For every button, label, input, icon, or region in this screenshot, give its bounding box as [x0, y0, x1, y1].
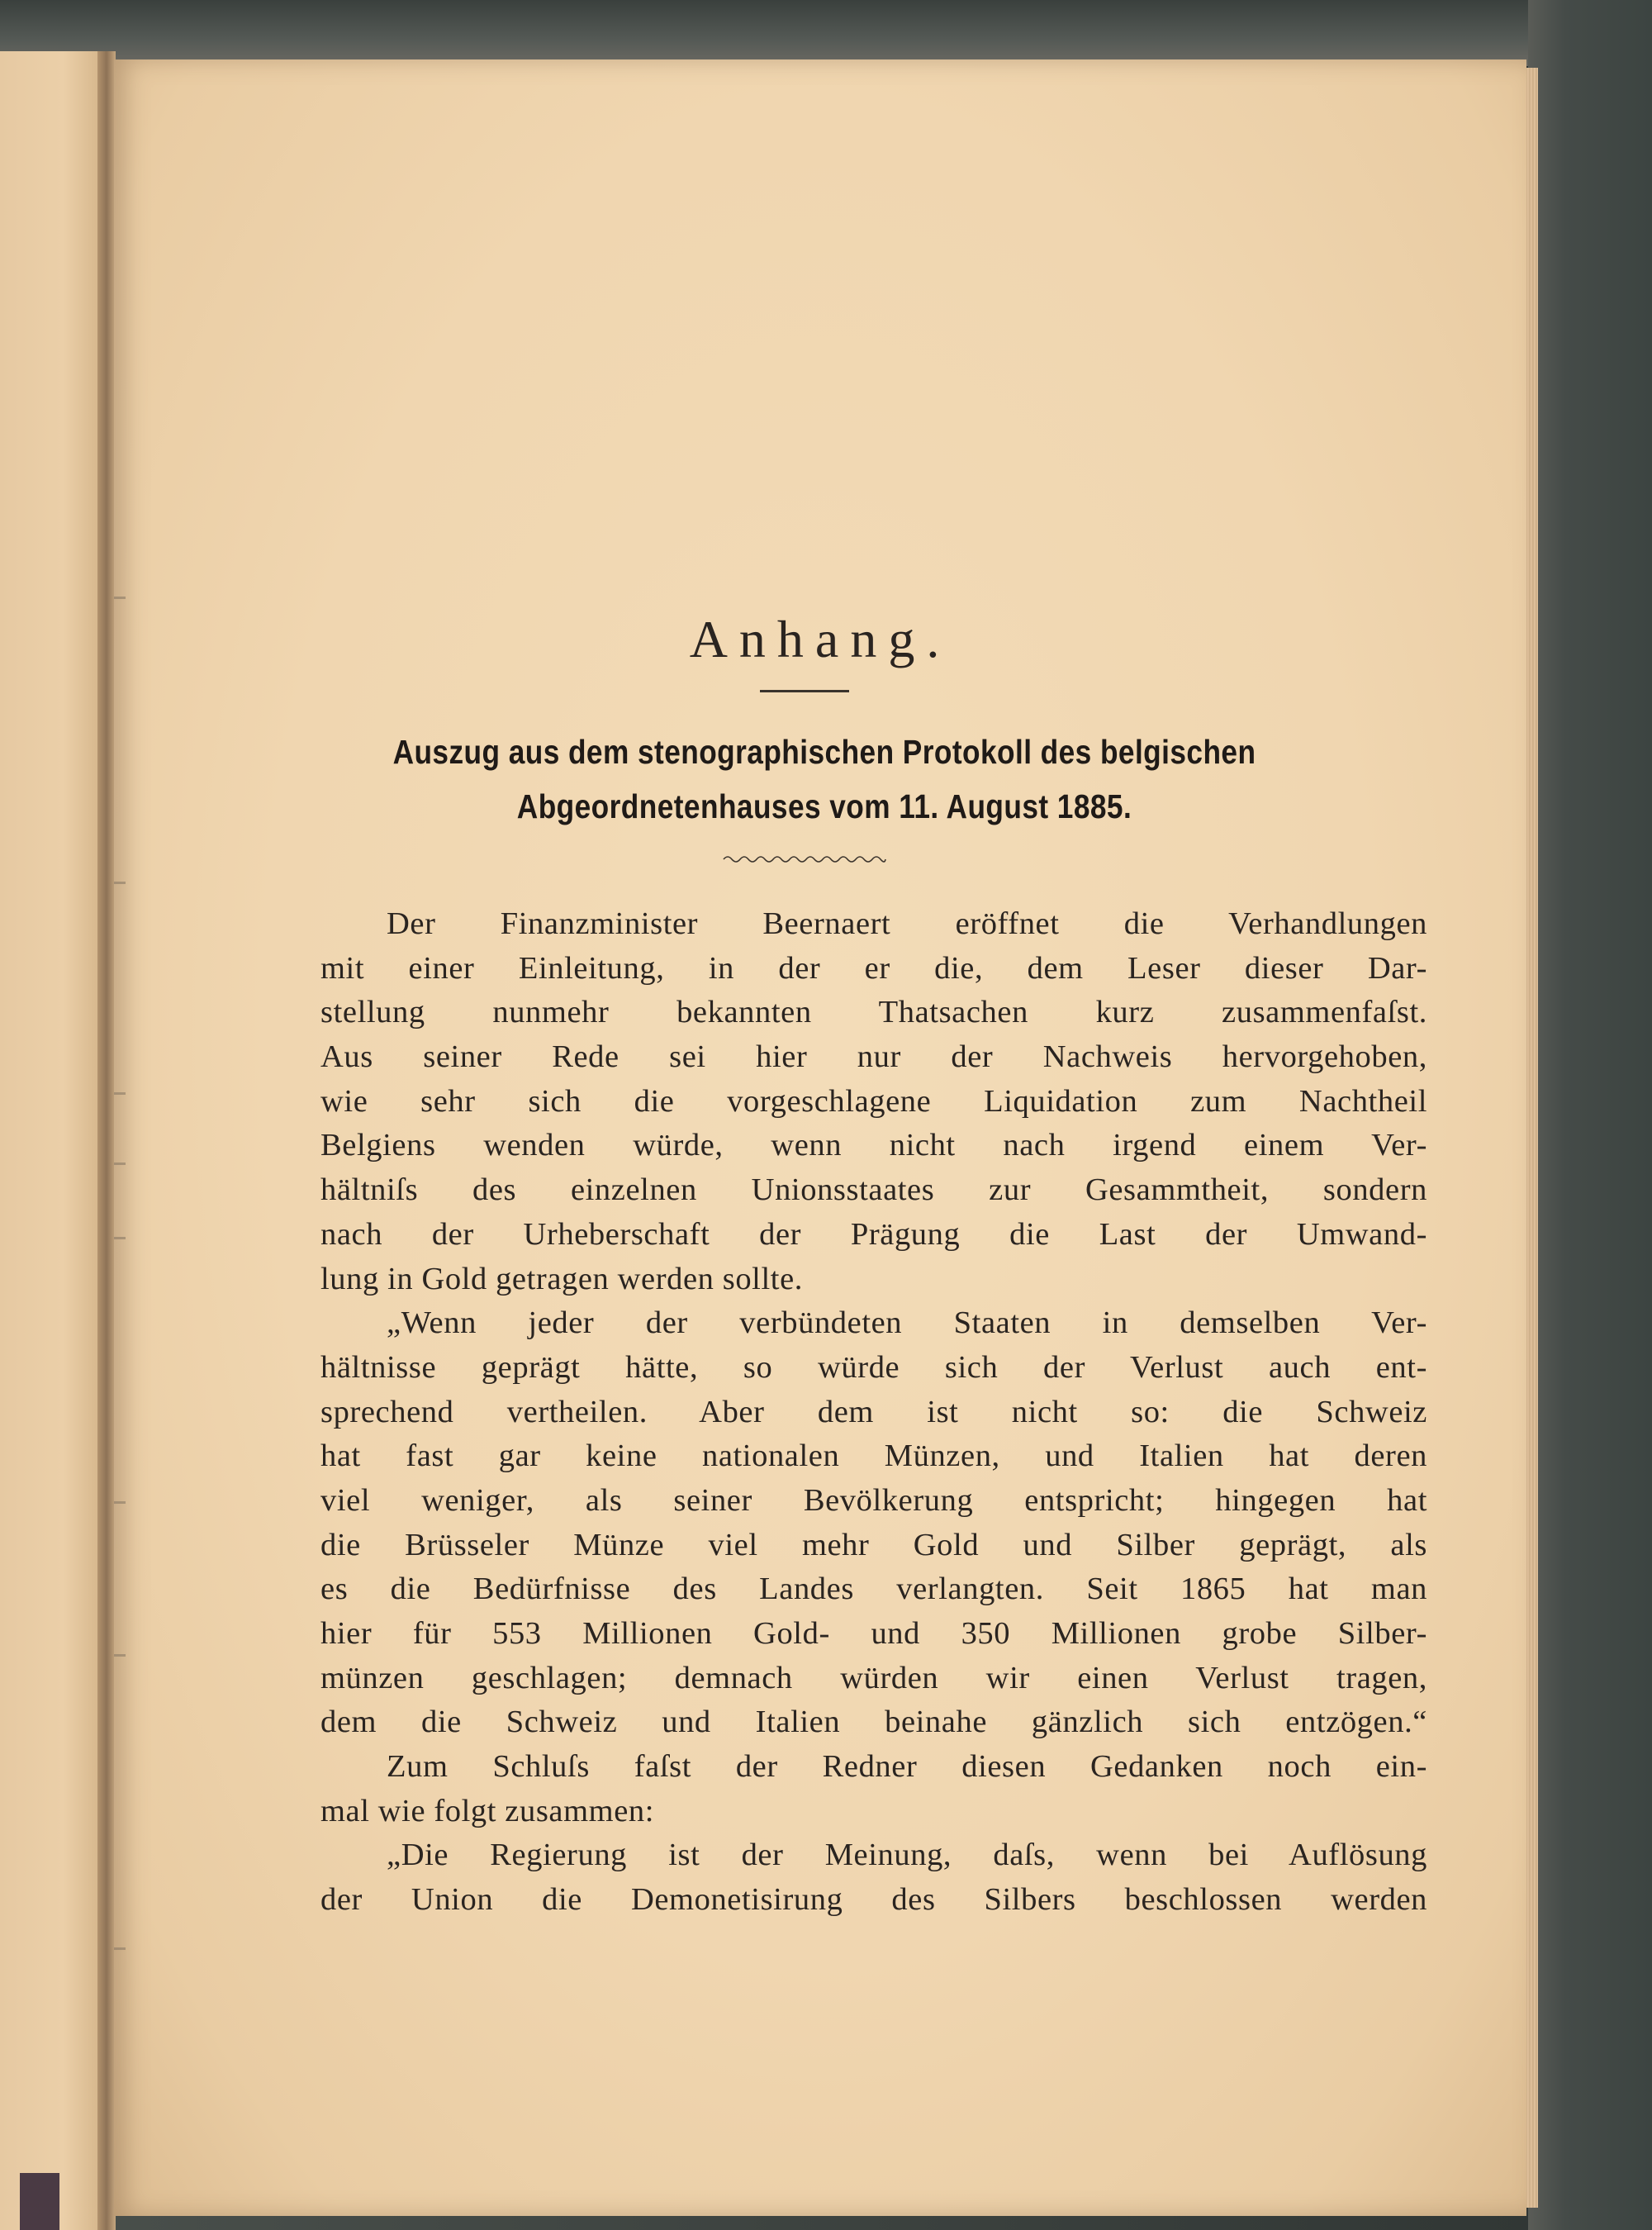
margin-mark	[114, 1163, 126, 1165]
text-line: Der Finanzminister Beernaert eröffnet die Verhandlungen	[387, 906, 1427, 941]
text-line: lung in Gold getragen werden sollte.	[320, 1261, 803, 1296]
subtitle-line: Auszug aus dem stenographischen Protokoll des belgischen	[392, 733, 1256, 771]
text-line: der Union die Demonetisirung des Silbers beschlossen werden	[320, 1882, 1427, 1918]
text-line: die Brüsseler Münze viel mehr Gold und Silber geprägt, als	[320, 1527, 1427, 1562]
paragraph-4	[320, 1833, 1427, 1922]
paragraph-1	[320, 902, 1427, 1301]
margin-mark	[114, 1654, 126, 1657]
text-line: viel weniger, als seiner Bevölkerung entspricht; hingegen hat	[320, 1482, 1427, 1518]
text-line: hältniſs des einzelnen Unionsstaates zur Gesammtheit, sondern	[320, 1172, 1427, 1208]
text-line: nach der Urheberschaft der Prägung die Last der Umwand-	[320, 1216, 1427, 1252]
bookmark-ribbon	[20, 2173, 59, 2230]
text-line: stellung nunmehr bekannten Thatsachen kurz zusammenfaſst.	[320, 995, 1427, 1030]
text-line: mal wie folgt zusammen:	[320, 1793, 655, 1828]
margin-mark	[114, 882, 126, 884]
page-gutter	[97, 51, 116, 2230]
section-subtitle	[355, 725, 1293, 834]
margin-mark	[114, 1501, 126, 1504]
text-line: Belgiens wenden würde, wenn nicht nach irgend einem Ver-	[320, 1128, 1427, 1163]
text-line: wie sehr sich die vorgeschlagene Liquidation zum Nachtheil	[320, 1083, 1427, 1119]
text-line: mit einer Einleitung, in der er die, dem Leser dieser Dar-	[320, 950, 1427, 986]
text-line: sprechend vertheilen. Aber dem ist nicht so: die Schweiz	[320, 1394, 1427, 1429]
heading-rule	[760, 690, 849, 692]
paragraph-2	[320, 1301, 1427, 1745]
book-page	[114, 59, 1526, 2216]
body-text	[320, 902, 1427, 1923]
margin-mark	[114, 1237, 126, 1239]
text-line: hältnisse geprägt hätte, so würde sich der Verlust auch ent-	[320, 1349, 1427, 1385]
text-line: „Wenn jeder der verbündeten Staaten in demselben Ver-	[387, 1305, 1427, 1341]
text-line: dem die Schweiz und Italien beinahe gänzlich sich entzögen.“	[320, 1705, 1427, 1740]
text-line: Zum Schluſs faſst der Redner diesen Gedanken noch ein-	[387, 1749, 1427, 1785]
wavy-ornament-divider	[722, 853, 887, 866]
subtitle-line: Abgeordnetenhauses vom 11. August 1885.	[516, 787, 1132, 825]
text-line: es die Bedürfnisse des Landes verlangten. Seit 1865 hat man	[320, 1571, 1427, 1607]
margin-mark	[114, 597, 126, 599]
text-line: hier für 553 Millionen Gold- und 350 Millionen grobe Silber-	[320, 1616, 1427, 1651]
margin-mark	[114, 1947, 126, 1950]
facing-page-left	[0, 51, 106, 2230]
text-line: hat fast gar keine nationalen Münzen, und Italien hat deren	[320, 1438, 1427, 1474]
text-line: „Die Regierung ist der Meinung, daſs, wenn bei Auflösung	[387, 1838, 1427, 1873]
paragraph-3	[320, 1745, 1427, 1833]
text-line: Aus seiner Rede sei hier nur der Nachweis hervorgehoben,	[320, 1039, 1427, 1075]
page-heading: Anhang.	[689, 610, 952, 668]
text-line: münzen geschlagen; demnach würden wir einen Verlust tragen,	[320, 1660, 1427, 1695]
margin-mark	[114, 1092, 126, 1095]
book-cover-right	[1528, 0, 1652, 2230]
book-cover-top	[0, 0, 1652, 66]
